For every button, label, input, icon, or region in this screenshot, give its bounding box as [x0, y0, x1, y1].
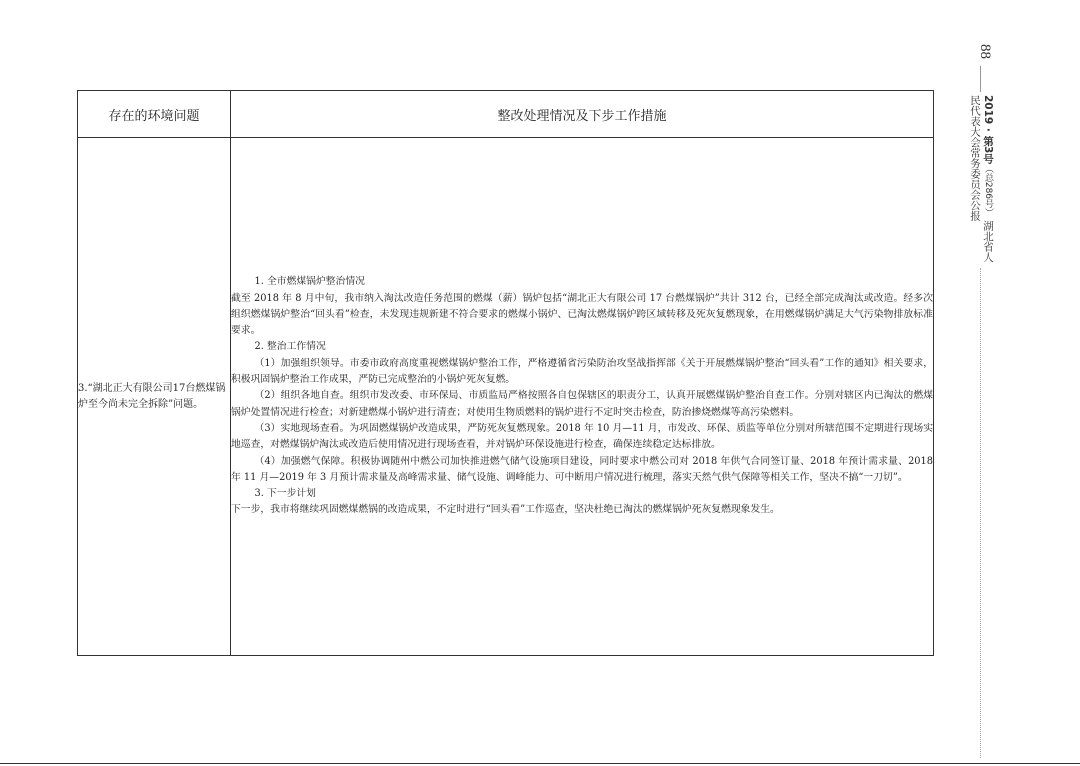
header-environmental-issue: 存在的环境问题 — [78, 91, 231, 138]
total-issue-label: （总286号） — [983, 163, 993, 218]
measures-cell — [231, 138, 934, 656]
paragraph: （3）实地现场查看。为巩固燃煤锅炉改造成果，严防死灰复燃现象。2018 年 10 月—11 月，市发改、环保、质监等单位分别对所辖范围不定期进行现场实地巡查，对燃煤锅炉淘汰或改造后使用情况进行现场查看，并对锅炉环保设施进行检查，确保连续稳定达标排放。 — [231, 422, 933, 451]
header-rectification-measures: 整改处理情况及下步工作措施 — [231, 91, 934, 138]
paragraph: 1. 全市燃煤锅炉整治情况 — [254, 276, 365, 288]
issue-cell: 3.“湖北正大有限公司17台燃煤锅炉至今尚未完全拆除”问题。 — [78, 138, 231, 656]
paragraph: 截至 2018 年 8 月中旬，我市纳入淘汰改造任务范围的燃煤（薪）锅炉包括“湖北正大有限公司 17 台燃煤锅炉”共计 312 台，已经全部完成淘汰或改造。经多次组织燃煤锅炉整治“回头看”检查，未发现违规新建不符合要求的燃煤小锅炉、已淘汰燃煤锅炉跨区域转移及死灰复燃现象，在用燃煤锅炉满足大气污染物排放标准要求。 — [231, 292, 933, 337]
paragraph: 3. 下一步计划 — [254, 488, 316, 500]
issue-label: 2019 · 第3号 — [982, 95, 994, 164]
side-dotted-rule — [980, 268, 981, 758]
paragraph: （4）加强燃气保障。积极协调随州中燃公司加快推进燃气储气设施项目建设，同时要求中燃公司对 2018 年供气合同签订量、2018 年预计需求量、2018 年 11 月—2019 年 3 月预计需求量及高峰需求量、储气设施、调峰能力、可中断用户情况进行梳理，落实天然气供气保障等相关工作，坚决不搞“一刀切”。 — [231, 455, 933, 483]
bottom-rule — [0, 763, 1080, 764]
page-number: 88 — [977, 44, 993, 59]
journal-title: 湖北省人民代表大会常务委员会公报 — [969, 95, 994, 263]
paragraph: （2）组织各地自查。组织市发改委、市环保局、市质监局严格按照各自包保辖区的职责分工，认真开展燃煤锅炉整治自查工作。分别对辖区内已淘汰的燃煤锅炉处置情况进行检查；对新建燃煤小锅炉进行清查；对使用生物质燃料的锅炉进行不定时突击检查，防治掺烧燃煤等高污染燃料。 — [231, 390, 933, 418]
paragraph: （1）加强组织领导。市委市政府高度重视燃煤锅炉整治工作，严格遵循省污染防治攻坚战指挥部《关于开展燃煤锅炉整治“回头看”工作的通知》相关要求，积极巩固锅炉整治工作成果，严防已完成整治的小锅炉死灰复燃。 — [231, 357, 933, 386]
rectification-table — [77, 90, 934, 656]
paragraph: 下一步，我市将继续巩固燃煤燃锅的改造成果，不定时进行“回头看”工作巡查，坚决杜绝已淘汰的燃煤锅炉死灰复燃现象发生。 — [231, 504, 780, 516]
journal-side-header — [968, 95, 994, 270]
side-divider — [980, 66, 981, 92]
paragraph: 2. 整治工作情况 — [254, 341, 326, 353]
table-header-row — [78, 91, 934, 138]
table-row — [78, 138, 934, 656]
measures-text — [231, 274, 933, 518]
